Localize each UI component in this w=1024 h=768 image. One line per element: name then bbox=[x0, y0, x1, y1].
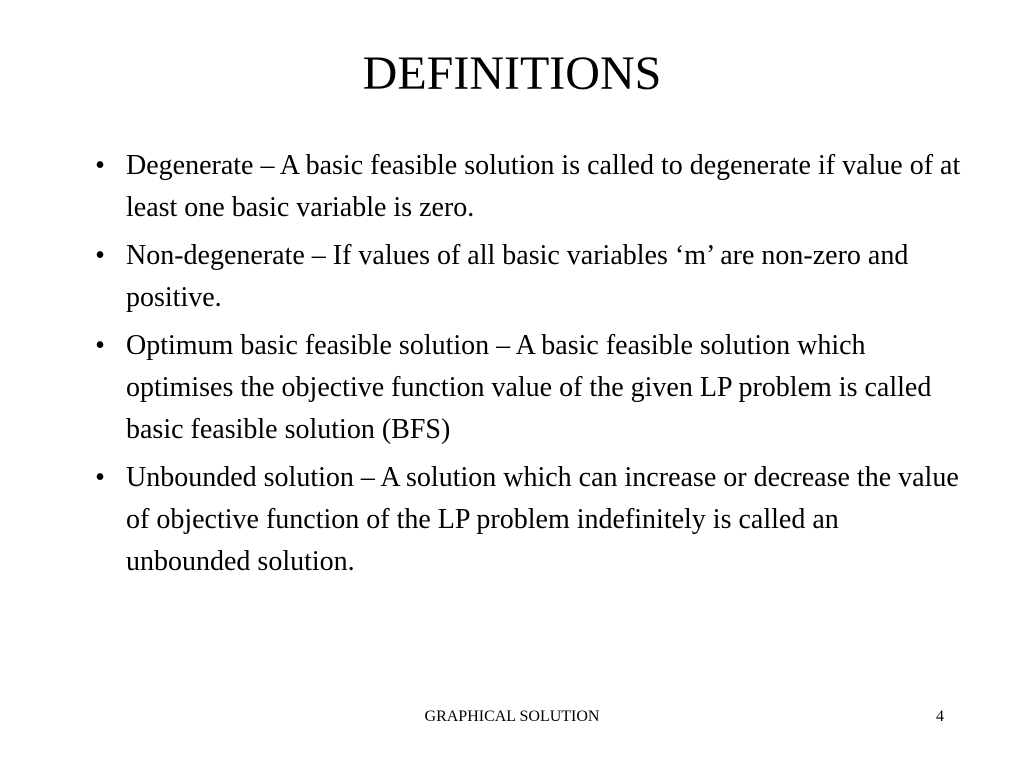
bullet-marker: • bbox=[95, 150, 105, 181]
footer-title: GRAPHICAL SOLUTION bbox=[424, 708, 600, 725]
bullet-marker: • bbox=[95, 240, 105, 271]
bullet-text: Optimum basic feasible solution – A basic feasible solution which optimises the objective function value of the given LP problem is called basic feasible solution (BFS) bbox=[126, 330, 932, 445]
bullet-item-unbounded bbox=[82, 457, 962, 583]
bullet-text: Unbounded solution – A solution which can increase or decrease the value of objective function of the LP problem indefinitely is called an unbounded solution. bbox=[126, 462, 959, 577]
bullet-item-optimum-bfs bbox=[82, 325, 962, 451]
bullet-marker: • bbox=[95, 330, 105, 361]
bullet-text: Degenerate – A basic feasible solution is called to degenerate if value of at least one basic variable is zero. bbox=[126, 150, 961, 223]
bullet-item-non-degenerate bbox=[82, 235, 962, 319]
bullet-text: Non-degenerate – If values of all basic variables ‘m’ are non-zero and positive. bbox=[126, 240, 909, 313]
bullet-marker: • bbox=[95, 462, 105, 493]
slide-title: DEFINITIONS bbox=[362, 47, 662, 100]
bullet-list bbox=[82, 145, 962, 589]
page-number: 4 bbox=[936, 708, 944, 725]
bullet-item-degenerate bbox=[82, 145, 962, 229]
